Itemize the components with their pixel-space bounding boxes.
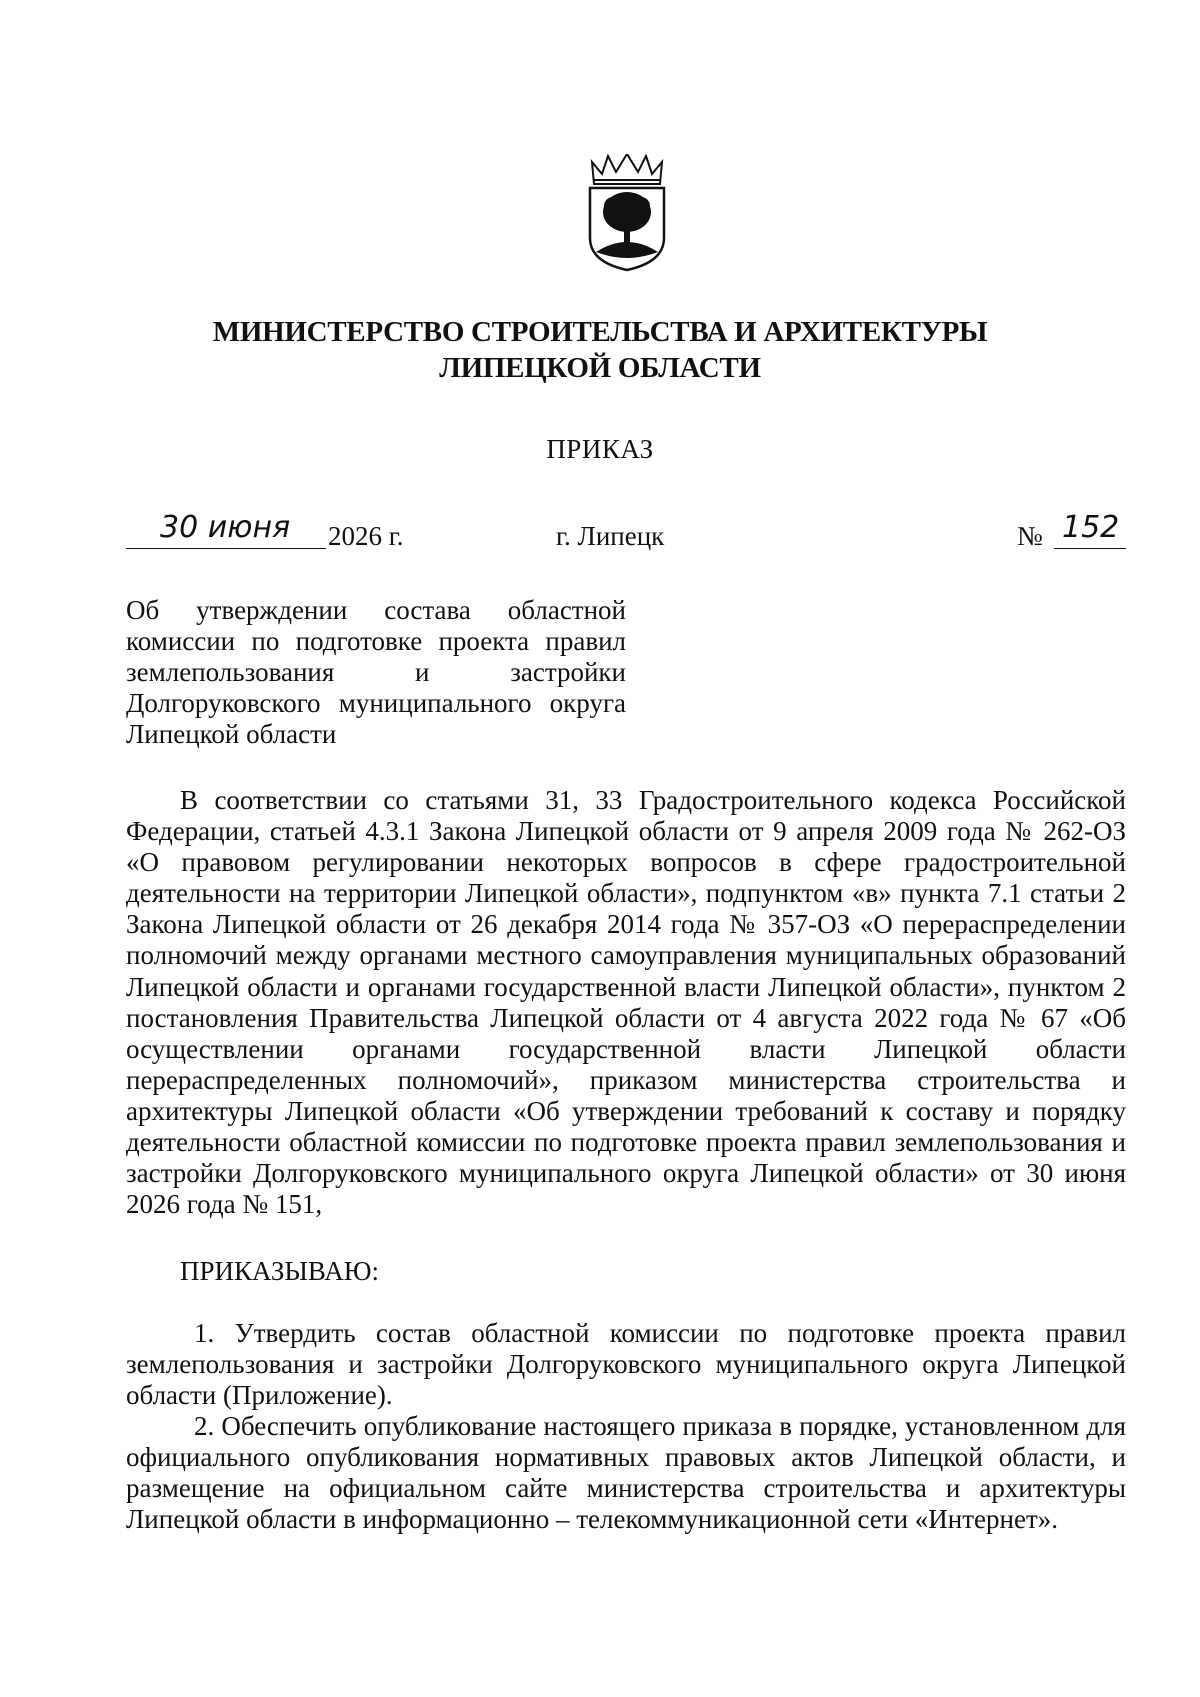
ministry-title-line2: ЛИПЕЦКОЙ ОБЛАСТИ — [439, 352, 761, 384]
document-year: 2026 г. — [328, 521, 404, 551]
order-word: ПРИКАЗЫВАЮ: — [180, 1256, 379, 1286]
order-item: 1. Утвердить состав областной комиссии по подготовке проекта правил землепользования и застройки Долгоруковского муниципального округа Липецкой области (Приложение). — [126, 1318, 1126, 1411]
document-subject: Об утверждении состава областной комиссии по подготовке проекта правил землепользования и застройки Долгоруковского муниципального округа Липецкой области — [126, 595, 626, 749]
date-underline — [126, 548, 326, 549]
preamble-paragraph: В соответствии со статьями 31, 33 Градостроительного кодекса Российской Федерации, статьей 4.3.1 Закона Липецкой области от 9 апреля 2009 года № 262-ОЗ «О правовом регулировании некоторых вопросов в сфере градостроительной деятельности на территории Липецкой области», подпунктом «в» пункта 7.1 статьи 2 Закона Липецкой области от 26 декабря 2014 года № 357-ОЗ «О перераспределении полномочий между органами местного самоуправления муниципальных образований Липецкой области и органами государственной власти Липецкой области», пунктом 2 постановления Правительства Липецкой области от 4 августа 2022 года № 67 «Об осуществлении органами государственной власти Липецкой области перераспределенных полномочий», приказом министерства строительства и архитектуры Липецкой области «Об утверждении требований к составу и порядку деятельности областной комиссии по подготовке проекта правил землепользования и застройки Долгоруковского муниципального округа Липецкой области» от 30 июня 2026 года № 151, — [126, 785, 1126, 1220]
lipetsk-coat-of-arms-icon — [586, 154, 668, 272]
number-underline — [1054, 548, 1126, 549]
date-number-row — [0, 510, 1200, 554]
handwritten-number: 152 — [1062, 510, 1120, 545]
handwritten-date: 30 июня — [160, 510, 291, 545]
document-type: ПРИКАЗ — [546, 434, 654, 464]
ministry-title-line1: МИНИСТЕРСТВО СТРОИТЕЛЬСТВА И АРХИТЕКТУРЫ — [212, 316, 988, 348]
document-city: г. Липецк — [556, 521, 665, 551]
number-label: № — [1017, 521, 1043, 551]
order-item: 2. Обеспечить опубликование настоящего приказа в порядке, установленном для официального опубликования нормативных правовых актов Липецкой области, и размещение на официальном сайте министерства строительства и архитектуры Липецкой области в информационно – телекоммуникационной сети «Интернет». — [126, 1411, 1126, 1535]
